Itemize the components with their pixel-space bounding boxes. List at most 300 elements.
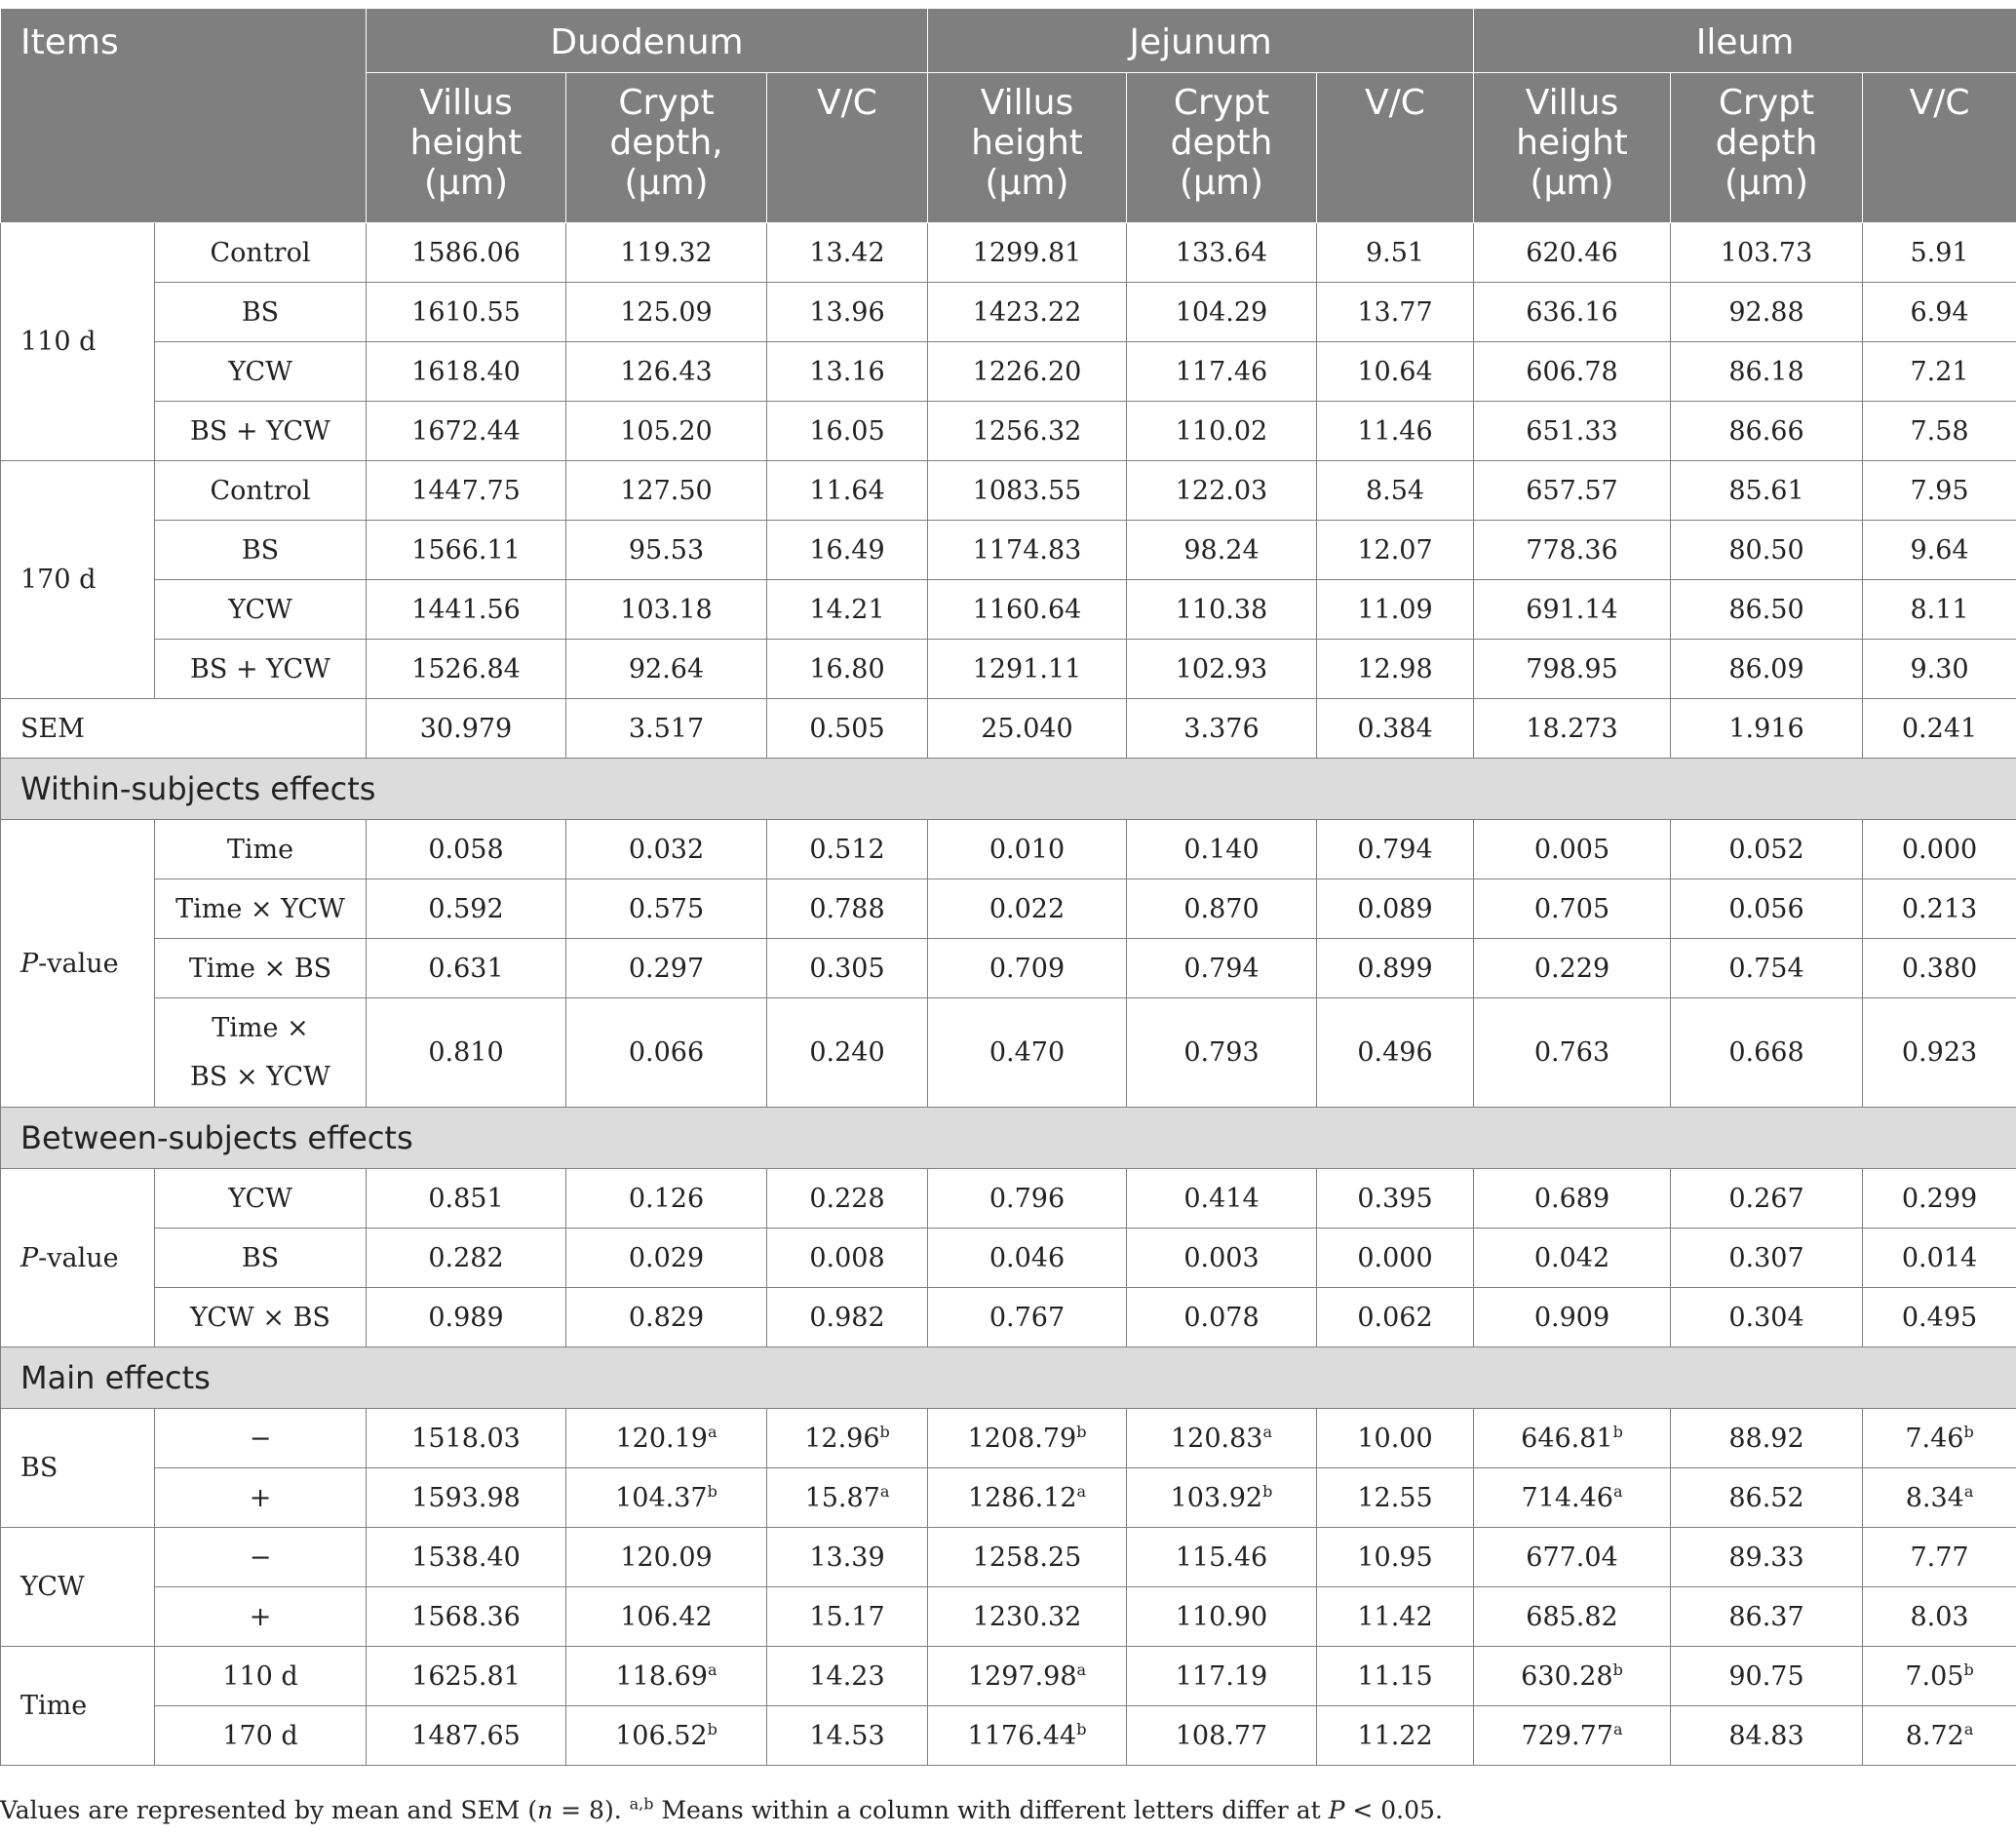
treatment-label: Control [155,461,367,521]
significance-letter: a [1262,1422,1273,1441]
within-subjects-title: Within-subjects effects [1,759,2016,820]
significance-letter: a [1963,1481,1974,1501]
significance-letter: a [1612,1719,1623,1738]
value-cell [767,1528,928,1587]
value-cell: 0.228 [767,1169,928,1229]
table-row [1,1587,2016,1647]
value-cell [367,1706,566,1766]
table-row [1,1706,2016,1766]
subcol-header-line: Crypt [1718,83,1815,123]
value-cell: 1083.55 [928,461,1127,521]
main-effects-title: Main effects [1,1347,2016,1409]
value-cell: 86.50 [1671,580,1863,640]
value-cell [1127,1647,1317,1706]
value-cell: 92.64 [566,640,767,699]
value-cell [1671,1706,1863,1766]
value-number: 90.75 [1728,1660,1804,1692]
value-number: 1297.98 [967,1660,1077,1692]
value-cell [1671,1587,1863,1647]
value-cell: 92.88 [1671,283,1863,342]
value-cell: 778.36 [1474,521,1671,580]
value-cell: 1.916 [1671,699,1863,759]
footnote-p: P [1328,1796,1345,1824]
table-row [1,640,2016,699]
value-cell [1474,1587,1671,1647]
subcol-header-line: depth [1170,123,1273,163]
effect-label: YCW [155,1169,367,1229]
level-label: + [155,1468,367,1528]
value-cell [1474,1647,1671,1706]
value-cell: 0.240 [767,998,928,1108]
value-cell: 25.040 [928,699,1127,759]
value-number: 685.82 [1526,1601,1618,1632]
value-cell: 122.03 [1127,461,1317,521]
sem-row [1,699,2016,759]
value-number: 10.95 [1357,1542,1433,1573]
value-cell: 0.851 [367,1169,566,1229]
table-row [1,939,2016,998]
footnote-text-2: = 8). [553,1796,630,1824]
value-cell: 0.810 [367,998,566,1108]
value-cell [1863,1587,2016,1647]
value-cell: 85.61 [1671,461,1863,521]
value-cell: 119.32 [566,223,767,283]
value-cell [1671,1647,1863,1706]
value-cell: 104.29 [1127,283,1317,342]
subcol-header [1671,73,1863,223]
value-cell: 620.46 [1474,223,1671,283]
value-cell [928,1528,1127,1587]
table-body [1,223,2016,1766]
value-cell: 0.689 [1474,1169,1671,1229]
value-cell: 0.505 [767,699,928,759]
value-cell: 1256.32 [928,402,1127,461]
effect-label: Time × BS [155,939,367,998]
value-number: 86.37 [1728,1601,1804,1632]
value-number: 106.42 [620,1601,713,1632]
effect-label: BS [155,1229,367,1288]
value-cell: 9.64 [1863,521,2016,580]
subcol-header-line: height [1516,123,1628,163]
subcol-header [566,73,767,223]
value-cell: 0.046 [928,1229,1127,1288]
significance-letter: a [1612,1481,1623,1501]
value-cell: 1586.06 [367,223,566,283]
value-cell: 7.95 [1863,461,2016,521]
value-cell: 798.95 [1474,640,1671,699]
value-cell: 0.668 [1671,998,1863,1108]
value-cell: 0.754 [1671,939,1863,998]
value-number: 120.19 [615,1423,708,1454]
table-row [1,1229,2016,1288]
table-row [1,521,2016,580]
value-number: 7.77 [1910,1542,1969,1573]
value-cell: 0.000 [1863,820,2016,879]
treatment-label: BS [155,283,367,342]
value-cell: 13.96 [767,283,928,342]
value-number: 646.81 [1521,1423,1613,1454]
significance-letter: b [1612,1422,1623,1441]
value-cell: 657.57 [1474,461,1671,521]
value-cell: 1566.11 [367,521,566,580]
value-number: 118.69 [615,1660,708,1692]
value-cell: 1618.40 [367,342,566,402]
p-rest: -value [38,1242,119,1273]
value-number: 108.77 [1175,1720,1268,1751]
value-cell: 126.43 [566,342,767,402]
value-cell [566,1468,767,1528]
value-cell [1671,1468,1863,1528]
effect-label-line: Time × [212,1012,309,1043]
significance-letter: b [879,1422,890,1441]
subcol-header [1863,73,2016,223]
table-row [1,580,2016,640]
value-cell: 117.46 [1127,342,1317,402]
value-cell [1317,1528,1474,1587]
significance-letter: b [1963,1422,1974,1441]
effect-label: Time × YCW [155,879,367,939]
value-number: 106.52 [615,1720,708,1751]
value-number: 86.52 [1728,1482,1804,1513]
subcol-header-line: (μm) [624,163,709,203]
value-number: 84.83 [1728,1720,1804,1751]
value-cell: 110.02 [1127,402,1317,461]
value-cell: 0.126 [566,1169,767,1229]
value-cell: 12.98 [1317,640,1474,699]
value-cell [367,1587,566,1647]
value-number: 15.17 [809,1601,885,1632]
table-row [1,1647,2016,1706]
value-cell: 110.38 [1127,580,1317,640]
value-cell: 1299.81 [928,223,1127,283]
p-italic: P [20,948,39,979]
value-cell [1474,1468,1671,1528]
significance-letter: b [1262,1481,1273,1501]
value-cell: 5.91 [1863,223,2016,283]
subcol-header-line: (μm) [1179,163,1264,203]
value-cell [928,1468,1127,1528]
subcol-header-line: height [409,123,523,163]
subcol-header-line: depth [1715,123,1818,163]
value-cell: 0.241 [1863,699,2016,759]
value-number: 1538.40 [411,1542,521,1573]
value-cell: 606.78 [1474,342,1671,402]
value-cell: 0.282 [367,1229,566,1288]
subcol-header-line: Villus [980,83,1074,123]
value-cell: 0.032 [566,820,767,879]
value-cell [1671,1409,1863,1468]
table-row [1,879,2016,939]
value-cell: 11.46 [1317,402,1474,461]
value-cell: 12.07 [1317,521,1474,580]
value-cell: 1447.75 [367,461,566,521]
value-cell: 13.42 [767,223,928,283]
value-cell: 105.20 [566,402,767,461]
table-row [1,1169,2016,1229]
value-cell: 11.09 [1317,580,1474,640]
value-cell: 0.794 [1317,820,1474,879]
effect-label: YCW × BS [155,1288,367,1347]
value-cell: 103.73 [1671,223,1863,283]
value-cell: 0.495 [1863,1288,2016,1347]
value-number: 714.46 [1521,1482,1613,1513]
value-number: 11.15 [1357,1660,1433,1692]
value-cell: 11.64 [767,461,928,521]
value-cell: 0.062 [1317,1288,1474,1347]
table-row [1,1468,2016,1528]
value-cell: 0.042 [1474,1229,1671,1288]
value-cell: 86.18 [1671,342,1863,402]
p-rest: -value [38,948,119,979]
value-cell [767,1706,928,1766]
value-cell: 1423.22 [928,283,1127,342]
value-cell: 0.923 [1863,998,2016,1108]
value-cell: 0.213 [1863,879,2016,939]
value-cell: 0.788 [767,879,928,939]
value-cell: 7.21 [1863,342,2016,402]
value-number: 1208.79 [967,1423,1077,1454]
value-cell: 0.014 [1863,1229,2016,1288]
value-cell: 10.64 [1317,342,1474,402]
value-cell [566,1706,767,1766]
table-row [1,283,2016,342]
value-cell: 0.793 [1127,998,1317,1108]
value-cell: 103.18 [566,580,767,640]
ileum-header: Ileum [1474,9,2016,73]
value-cell: 0.304 [1671,1288,1863,1347]
table-row [1,1528,2016,1587]
value-number: 1230.32 [972,1601,1082,1632]
value-cell [367,1528,566,1587]
value-number: 1258.25 [972,1542,1082,1573]
value-cell: 0.989 [367,1288,566,1347]
subcol-header [1127,73,1317,223]
subcol-header [1474,73,1671,223]
value-number: 103.92 [1170,1482,1263,1513]
footnote-n: n [537,1796,554,1824]
value-cell: 0.005 [1474,820,1671,879]
value-cell: 0.767 [928,1288,1127,1347]
footnote-text-4: < 0.05. [1344,1796,1443,1824]
value-number: 7.05 [1905,1660,1964,1692]
table-row [1,998,2016,1108]
value-number: 110.90 [1175,1601,1268,1632]
value-number: 115.46 [1175,1542,1268,1573]
value-cell: 0.305 [767,939,928,998]
significance-letter: a [879,1481,890,1501]
value-cell: 1291.11 [928,640,1127,699]
value-number: 11.42 [1357,1601,1433,1632]
value-number: 10.00 [1357,1423,1433,1454]
footnote-sup: a,b [629,1794,654,1814]
table-row [1,461,2016,521]
value-cell [1863,1706,2016,1766]
row-group-label: Time [1,1647,155,1766]
value-cell: 0.307 [1671,1229,1863,1288]
value-cell: 14.21 [767,580,928,640]
value-cell [1671,1528,1863,1587]
value-cell: 0.229 [1474,939,1671,998]
value-cell: 0.089 [1317,879,1474,939]
p-value-label [1,1169,155,1347]
level-label: 170 d [155,1706,367,1766]
value-cell: 86.09 [1671,640,1863,699]
subcol-header [367,73,566,223]
value-cell: 0.000 [1317,1229,1474,1288]
value-cell: 7.58 [1863,402,2016,461]
value-cell [367,1409,566,1468]
significance-letter: b [1612,1659,1623,1679]
level-label: 110 d [155,1647,367,1706]
value-cell: 98.24 [1127,521,1317,580]
value-cell [566,1409,767,1468]
value-cell: 0.829 [566,1288,767,1347]
value-cell [1317,1409,1474,1468]
value-cell [1127,1468,1317,1528]
table-footnote [0,1796,2016,1824]
treatment-label: YCW [155,342,367,402]
value-cell [1474,1706,1671,1766]
treatment-label: BS [155,521,367,580]
table-header [1,9,2016,223]
value-cell: 0.029 [566,1229,767,1288]
subcol-header-line: (μm) [1530,163,1614,203]
subcol-header-line: depth, [609,123,723,163]
subcol-header-line: Villus [419,83,513,123]
value-cell: 0.899 [1317,939,1474,998]
significance-letter: a [1076,1659,1087,1679]
value-cell: 0.512 [767,820,928,879]
value-cell [767,1468,928,1528]
value-cell: 0.078 [1127,1288,1317,1347]
significance-letter: a [1076,1481,1087,1501]
value-cell: 0.022 [928,879,1127,939]
value-cell: 0.982 [767,1288,928,1347]
value-cell: 18.273 [1474,699,1671,759]
value-cell: 30.979 [367,699,566,759]
subcol-header [767,73,928,223]
value-cell: 0.909 [1474,1288,1671,1347]
table-row [1,1409,2016,1468]
value-cell [1474,1409,1671,1468]
value-cell: 95.53 [566,521,767,580]
value-cell [566,1587,767,1647]
value-number: 12.55 [1357,1482,1433,1513]
table-row [1,820,2016,879]
subcol-header-line: height [971,123,1083,163]
subcol-header-line: V/C [1909,83,1970,123]
value-number: 14.23 [809,1660,885,1692]
level-label: − [155,1528,367,1587]
value-cell [1317,1706,1474,1766]
subcol-header-line: (μm) [985,163,1069,203]
value-cell: 102.93 [1127,640,1317,699]
subcol-header-line: Crypt [1173,83,1270,123]
value-cell: 133.64 [1127,223,1317,283]
value-cell: 0.058 [367,820,566,879]
value-cell [1474,1528,1671,1587]
value-cell: 86.66 [1671,402,1863,461]
value-cell: 9.30 [1863,640,2016,699]
value-cell: 16.80 [767,640,928,699]
value-cell: 8.54 [1317,461,1474,521]
value-cell: 0.470 [928,998,1127,1108]
value-cell: 0.267 [1671,1169,1863,1229]
value-cell: 691.14 [1474,580,1671,640]
value-cell [1863,1468,2016,1528]
level-label: + [155,1587,367,1647]
value-number: 88.92 [1728,1423,1804,1454]
value-cell: 16.05 [767,402,928,461]
value-number: 8.03 [1910,1601,1969,1632]
value-number: 1286.12 [967,1482,1077,1513]
value-cell [1863,1647,2016,1706]
value-cell: 0.008 [767,1229,928,1288]
value-cell: 1174.83 [928,521,1127,580]
value-cell: 0.003 [1127,1229,1317,1288]
value-cell [1863,1409,2016,1468]
value-cell: 0.705 [1474,879,1671,939]
value-cell: 0.796 [928,1169,1127,1229]
value-number: 8.72 [1905,1720,1964,1751]
value-cell [1127,1587,1317,1647]
value-cell: 0.592 [367,879,566,939]
value-number: 1625.81 [411,1660,521,1692]
value-cell: 1526.84 [367,640,566,699]
value-cell: 127.50 [566,461,767,521]
value-cell: 1226.20 [928,342,1127,402]
value-number: 104.37 [615,1482,708,1513]
value-cell [566,1528,767,1587]
value-number: 12.96 [804,1423,880,1454]
treatment-label: Control [155,223,367,283]
within-subjects-row [1,759,2016,820]
value-cell: 0.395 [1317,1169,1474,1229]
value-cell: 6.94 [1863,283,2016,342]
value-number: 14.53 [809,1720,885,1751]
value-cell: 13.16 [767,342,928,402]
value-cell: 0.052 [1671,820,1863,879]
value-cell [1317,1468,1474,1528]
between-subjects-row [1,1108,2016,1169]
significance-letter: b [1076,1422,1087,1441]
value-cell: 0.380 [1863,939,2016,998]
main-effects-row [1,1347,2016,1409]
value-number: 120.83 [1170,1423,1263,1454]
significance-letter: b [1076,1719,1087,1738]
value-number: 7.46 [1905,1423,1964,1454]
value-cell: 80.50 [1671,521,1863,580]
value-number: 1518.03 [411,1423,521,1454]
value-cell: 3.376 [1127,699,1317,759]
effect-label-line: BS × YCW [190,1061,330,1092]
significance-letter: a [707,1422,717,1441]
value-cell [767,1647,928,1706]
subcol-header-line: V/C [817,83,877,123]
value-cell: 9.51 [1317,223,1474,283]
value-cell [928,1409,1127,1468]
value-number: 677.04 [1526,1542,1618,1573]
table-row [1,342,2016,402]
value-number: 1568.36 [411,1601,521,1632]
value-cell: 0.794 [1127,939,1317,998]
value-number: 117.19 [1175,1660,1268,1692]
jejunum-header: Jejunum [928,9,1474,73]
value-cell: 0.709 [928,939,1127,998]
value-cell: 1441.56 [367,580,566,640]
value-number: 1487.65 [411,1720,521,1751]
value-number: 1176.44 [967,1720,1077,1751]
